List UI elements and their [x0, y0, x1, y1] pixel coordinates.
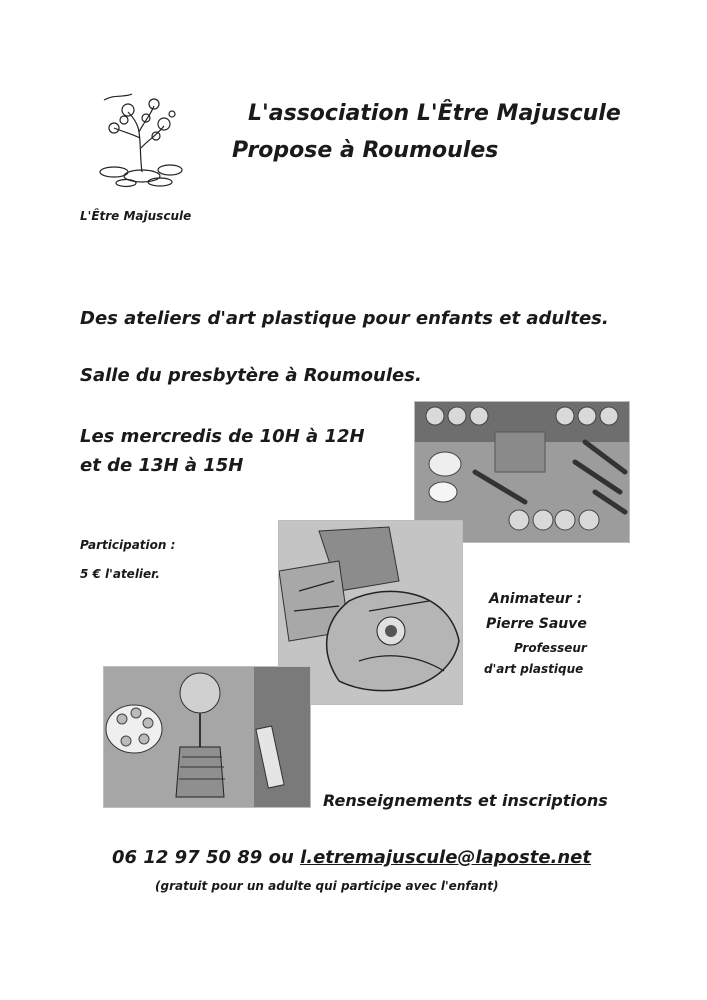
- contact-heading: Renseignements et inscriptions: [323, 791, 608, 810]
- animateur-label: Animateur :: [489, 591, 583, 607]
- contact-separator: ou: [268, 847, 294, 868]
- ateliers-line: Des ateliers d'art plastique pour enfants et adultes.: [80, 308, 609, 329]
- gratuit-note: (gratuit pour un adulte qui participe avec l'enfant): [155, 879, 499, 893]
- logo-caption: L'Être Majuscule: [80, 209, 192, 223]
- animateur-title-2: d'art plastique: [484, 662, 584, 676]
- header-subtitle: Propose à Roumoules: [232, 138, 499, 163]
- header-title: L'association L'Être Majuscule: [248, 101, 621, 126]
- animateur-name: Pierre Sauve: [486, 616, 587, 632]
- contact-line: [112, 847, 591, 868]
- schedule-line-2: et de 13H à 15H: [80, 455, 244, 476]
- flower-vase-collage-photo: [103, 666, 311, 808]
- salle-line: Salle du presbytère à Roumoules.: [80, 365, 422, 386]
- price-text: 5 € l'atelier.: [80, 567, 160, 581]
- participation-label: Participation :: [80, 538, 176, 552]
- schedule-line-1: Les mercredis de 10H à 12H: [80, 426, 365, 447]
- animateur-title-1: Professeur: [514, 641, 587, 655]
- tree-logo-icon: [84, 88, 196, 188]
- phone-number: 06 12 97 50 89: [112, 847, 263, 868]
- email-link[interactable]: l.etremajuscule@laposte.net: [300, 847, 591, 868]
